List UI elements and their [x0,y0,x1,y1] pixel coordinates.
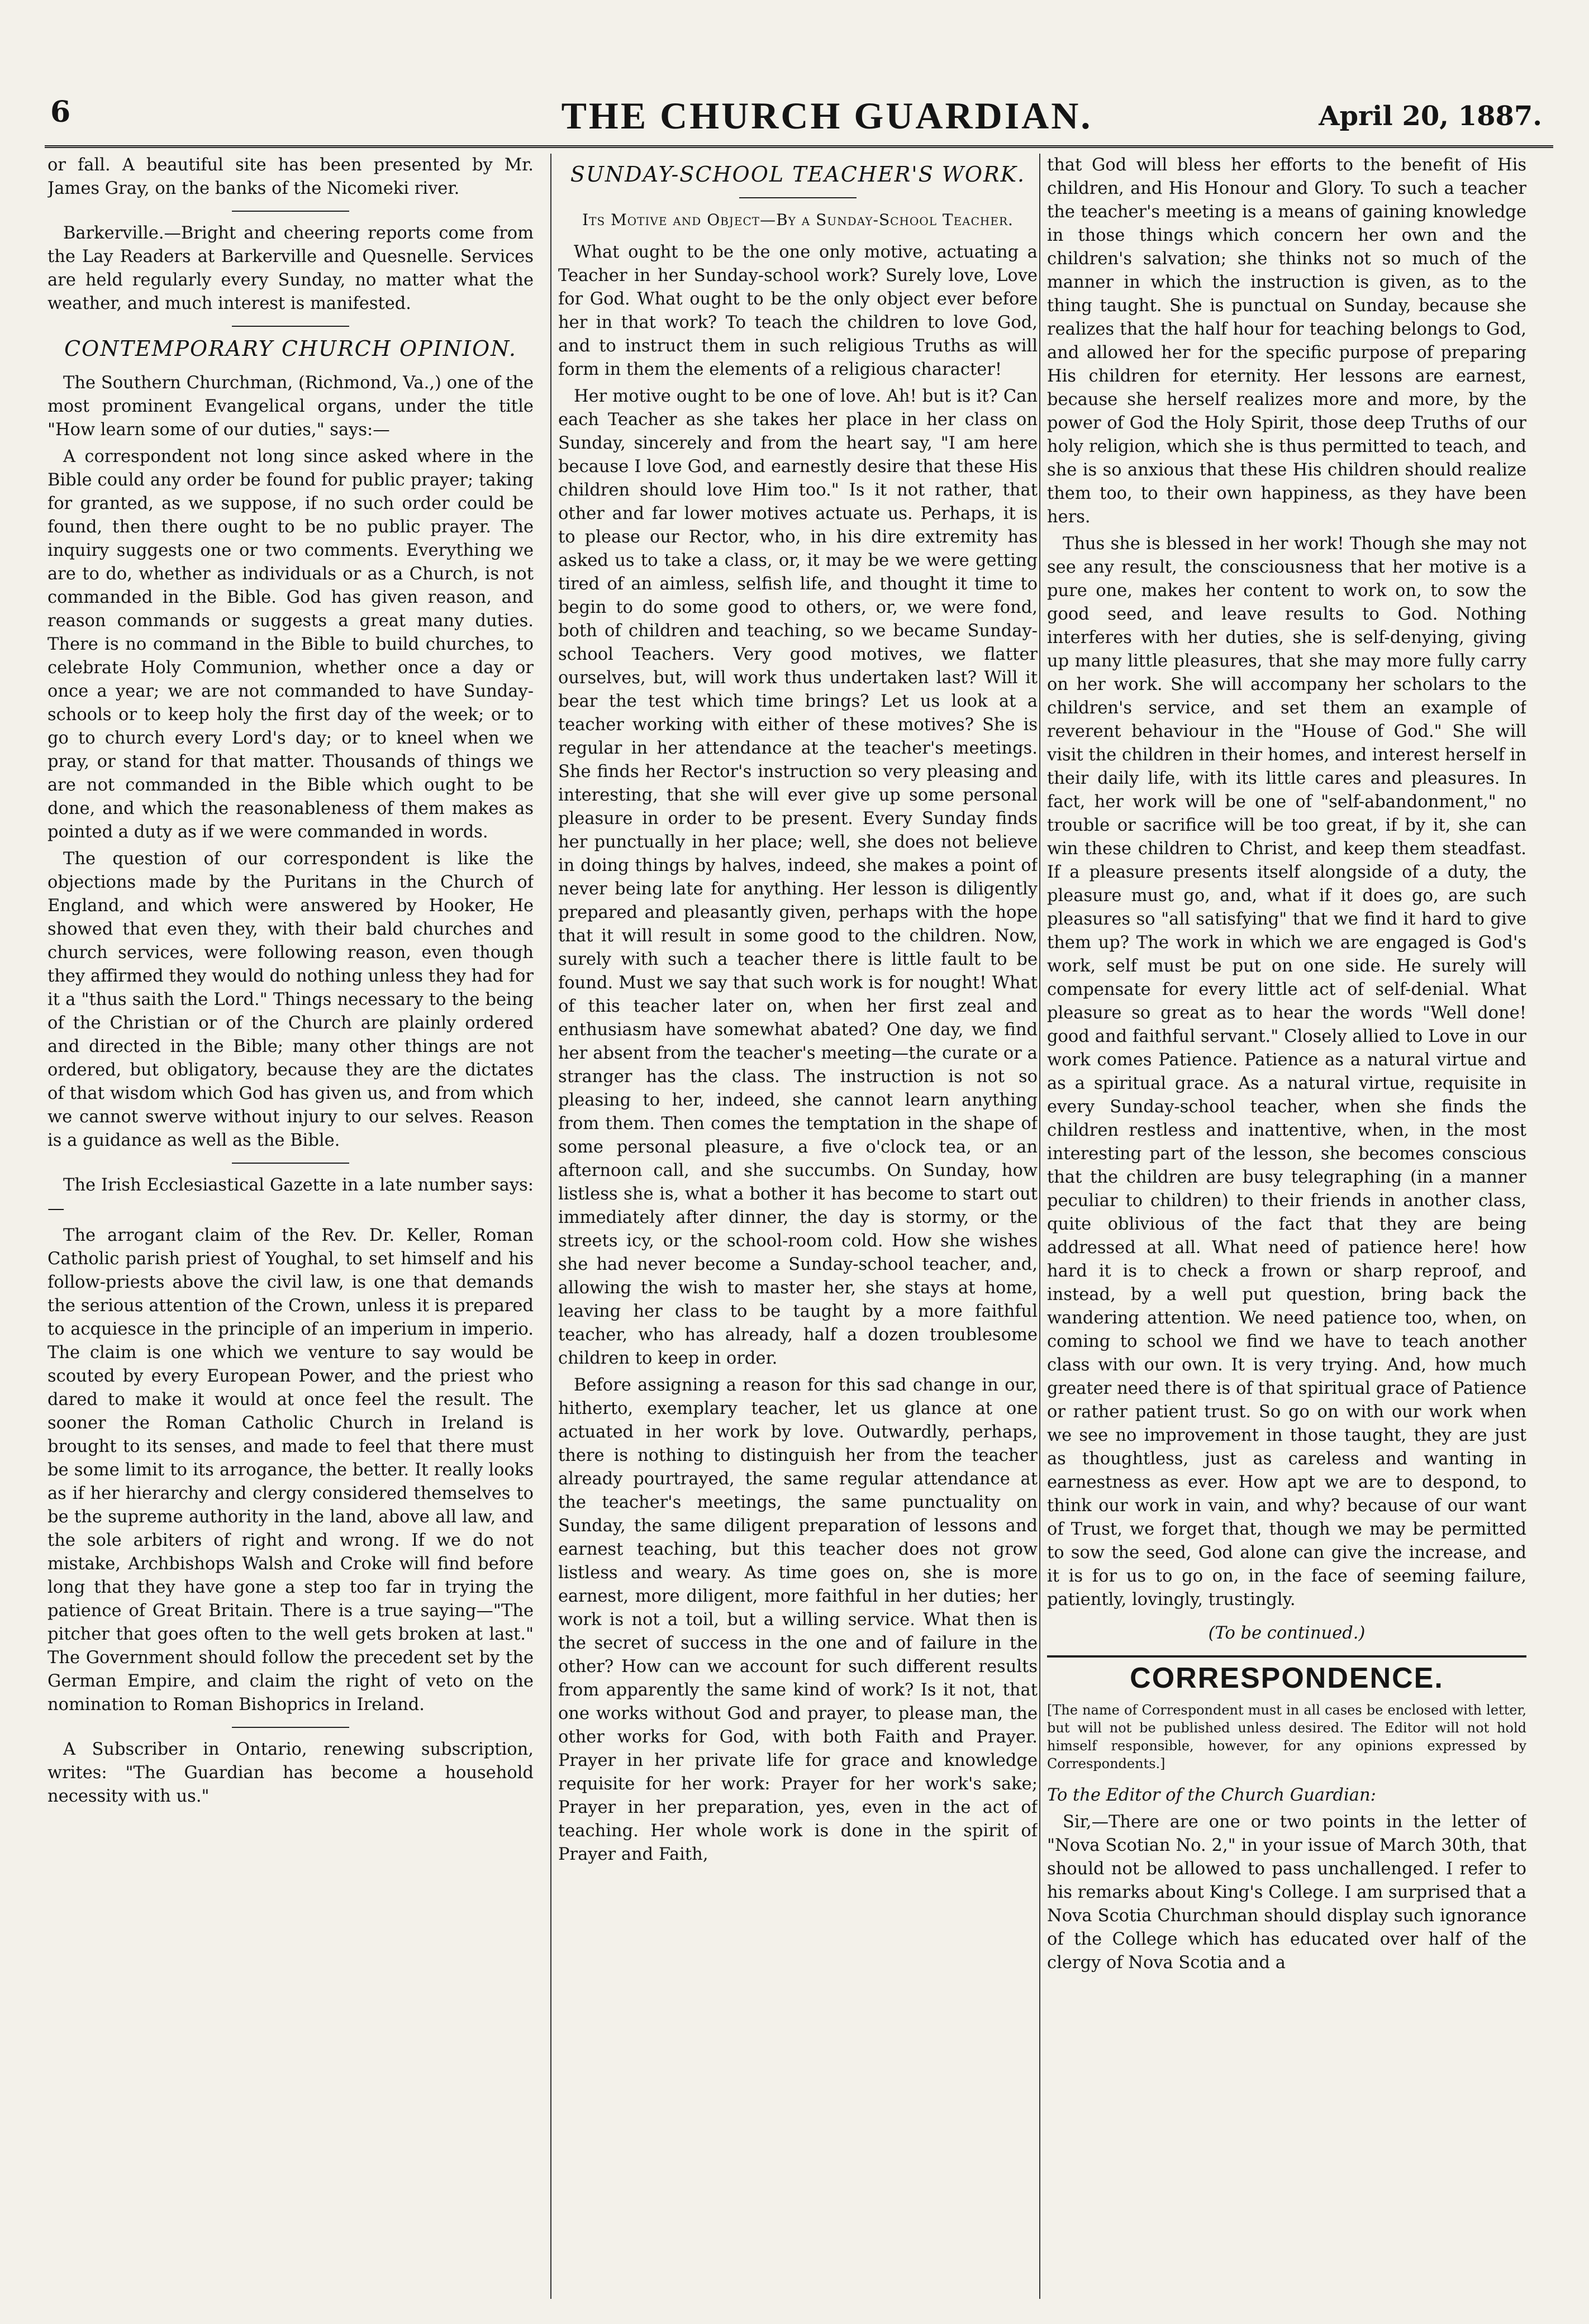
masthead [45,84,1553,148]
column-3 [1039,154,1526,2299]
paragraph: A correspondent not long since asked where in the Bible could any order be found for public prayer; taking for granted, as we suppose, if no such order could be found, then there ought to be no public prayer. The inquiry suggests one or two comments. Everything we are to do, whether as individuals or as a Church, is not commanded in the Bible. God has given reason, and reason commands or suggests a great many duties. There is no command in the Bible to build churches, to celebrate Holy Communion, whether once a day or once a year; we are not commanded to have Sunday-schools or to keep holy the first day of the week; or to go to church every Lord's day; or to kneel when we pray, or stand for that matter. Thousands of things we are not commanded in the Bible which ought to be done, and which the reasonableness of them makes as pointed a duty as if we were commanded in words. [47,447,534,842]
divider [232,1727,349,1728]
divider [232,326,349,327]
page-number: 6 [50,95,71,129]
paragraph: Thus she is blessed in her work! Though she may not see any result, the consciousness that her motive is a pure one, makes her content to work on, to sow the good seed, and leave results to God. Nothing interferes with her duties, she is self-denying, giving up many little pleasures, that she may more fully carry on her work. She will accompany her scholars to the children's service, and set them an example of reverent behaviour in the "House of God." She will visit the children in their homes, and interest herself in their daily life, with its little cares and pleasures. In fact, her work will be one of "self-abandonment," no trouble or sacrifice will be too great, if by it, she can win these children to Christ, and keep them steadfast. If a pleasure presents itself alongside of a duty, the pleasure must go, and, what if it does go, are such pleasures so "all satisfying" that we find it hard to give them up? The work in which we are engaged is God's work, self must be put on one side. He surely will compensate for every little act of self-denial. What pleasure so great as to hear the words "Well done! good and faithful servant." Closely allied to Love in our work comes Patience. Patience as a natural virtue and as a spiritual grace. As a natural virtue, requisite in every Sunday-school teacher, when she finds the children restless and inattentive, when, in the most interesting part of the lesson, she becomes conscious that the children are busy telegraphing (in a manner peculiar to children) to their friends in another class, quite oblivious of the fact that they are being addressed at all. What need of patience here! how hard it is to check a frown or sharp reproof, and instead, by a well put question, bring back the wandering attention. We need patience too, when, on coming to school we find we have to teach another class with our own. It is very trying. And, how much greater need there is of that spiritual grace of Patience or rather patient trust. So go on with our work when we see no improvement in those taught, they are just as thoughtless, just as careless and wanting in earnestness as ever. How apt we are to despond, to think our work in vain, and why? because of our want of Trust, we forget that, though we may be permitted to sow the seed, God alone can give the increase, and it is for us to go on, in the face of seeming failure, patiently, lovingly, trustingly. [1047,534,1526,1609]
paragraph: that God will bless her efforts to the benefit of His children, and His Honour and Glory. To such a teacher the teacher's meeting is a means of gaining knowledge in those things which concern her own and the children's salvation; she thinks not so much of the manner in which the instruction is given, as to the thing taught. She is punctual on Sunday, because she realizes that the half hour for teaching belongs to God, and allowed her for the specific purpose of preparing His children for eternity. Her lessons are earnest, because she herself realizes more and more, by the power of God the Holy Spirit, those deep Truths of our holy religion, which she is thus permitted to teach, and she is so anxious that these His children should realize them too, to their own happiness, as they have been hers. [1047,155,1526,527]
paragraph: Barkerville.—Bright and cheering reports come from the Lay Readers at Barkerville and Quesnelle. Services are held regularly every Sunday, no matter what the weather, and much interest is manifested. [47,223,534,313]
correspondence-heading: CORRESPONDENCE. [1047,1655,1526,1690]
divider [232,211,349,212]
issue-date: April 20, 1887. [1319,101,1542,132]
paragraph: Sir,—There are one or two points in the letter of "Nova Scotian No. 2," in your issue of March 30th, that should not be allowed to pass unchallenged. I refer to his remarks about King's College. I am surprised that a Nova Scotia Churchman should display such ignorance of the College which has educated over half of the clergy of Nova Scotia and a [1047,1812,1526,1973]
column-2 [550,154,1038,2299]
article-heading: SUNDAY-SCHOOL TEACHER'S WORK. [570,162,1026,187]
continued-note: (To be continued.) [1208,1623,1366,1643]
paragraph: The Irish Ecclesiastical Gazette in a late number says:— [47,1175,534,1218]
paragraph: The arrogant claim of the Rev. Dr. Keller, Roman Catholic parish priest of Youghal, to set himself and his follow-priests above the civil law, is one that demands the serious attention of the Crown, unless it is prepared to acquiesce in the principle of an imperium in imperio. The claim is one which we venture to say would be scouted by every European Power, and the priest who dared to make it would at once feel the result. The sooner the Roman Catholic Church in Ireland is brought to its senses, and made to feel that there must be some limit to its arrogance, the better. It really looks as if her hierarchy and clergy considered themselves to be the supreme authority in the land, above all law, and the sole arbiters of right and wrong. If we do not mistake, Archbishops Walsh and Croke will find before long that they have gone a step too far in trying the patience of Great Britain. There is a true saying—"The pitcher that goes often to the well gets broken at last." The Government should follow the precedent set by the German Empire, and claim the right of veto on the nomination to Roman Bishoprics in Ireland. [47,1226,534,1715]
section-heading: CONTEMPORARY CHURCH OPINION. [64,336,517,361]
article-subheading: Its Motive and Object—By a Sunday-School Teacher. [582,211,1014,229]
paragraph: The question of our correspondent is like the objections made by the Puritans in the Church of England, and which were answered by Hooker, He showed that even they, with their bald churches and church services, were following reason, even though they affirmed they would do nothing unless they had for it a "thus saith the Lord." Things necessary to the being of the Christian or of the Church are plainly ordered and directed in the Bible; many other things are not ordered, but obligatory, because they are the dictates of that wisdom which God has given us, and from which we cannot swerve without injury to our selves. Reason is a guidance as well as the Bible. [47,849,534,1150]
paragraph: The Southern Churchman, (Richmond, Va.,) one of the most prominent Evangelical organs, under the title "How learn some of our duties," says:— [47,373,534,440]
correspondence-note: [The name of Correspondent must in all cases be enclosed with letter, but will not be published unless desired. The Editor will not hold himself responsible, however, for any opinions expressed by Correspondents.] [1047,1702,1526,1771]
column-1 [47,154,534,2299]
newspaper-title: THE CHURCH GUARDIAN. [561,94,1093,137]
divider [739,197,857,198]
paragraph: A Subscriber in Ontario, renewing subscription, writes: "The Guardian has become a household necessity with us." [47,1740,534,1806]
letter-salutation: To the Editor of the Church Guardian: [1047,1785,1376,1805]
paragraph: Before assigning a reason for this sad change in our, hitherto, exemplary teacher, let us glance at one actuated in her work by love. Outwardly, perhaps, there is nothing to distinguish her from the teacher already pourtrayed, the same regular attendance at the teacher's meetings, the same punctuality on Sunday, the same diligent preparation of lessons and earnest teaching, but this teacher does not grow listless and weary. As time goes on, she is more earnest, more diligent, more faithful in her duties; her work is not a toil, but a willing service. What then is the secret of success in the one and of failure in the other? How can we account for such different results from apparently the same kind of work? Is it not, that one works without God and prayer, to please man, the other works for God, with both Faith and Prayer. Prayer in her private life for grace and knowledge requisite for her work: Prayer for her work's sake; Prayer in her preparation, yes, even in the act of teaching. Her whole work is done in the spirit of Prayer and Faith, [558,1375,1038,1864]
divider [232,1163,349,1164]
paragraph: What ought to be the one only motive, actuating a Teacher in her Sunday-school work? Surely love, Love for God. What ought to be the only object ever before her in that work? To teach the children to love God, and to instruct them in such religious Truths as will form in them the elements of a religious character! [558,242,1038,379]
paragraph: or fall. A beautiful site has been presented by Mr. James Gray, on the banks of the Nicomeki river. [47,155,534,198]
paragraph: Her motive ought to be one of love. Ah! but is it? Can each Teacher as she takes her place in her class on Sunday, sincerely and from the heart say, "I am here because I love God, and earnestly desire that these His children should love Him too." Is it not rather, that other and far lower motives actuate us. Perhaps, it is to please our Rector, who, in his dire extremity has asked us to take a class, or, it may be we were getting tired of an aimless, selfish life, and thought it time to begin to do some good to others, or, we were fond, both of children and teaching, so we became Sunday-school Teachers. Very good motives, we flatter ourselves, but, will work thus undertaken last? Will it bear the test which time brings? Let us look at a teacher working with either of these motives? She is regular in her attendance at the teacher's meetings. She finds her Rector's instruction so very pleasing and interesting, that she will ever give up some personal pleasure in order to be present. Every Sunday finds her punctually in her place; well, she does not believe in doing things by halves, indeed, she makes a point of never being late for anything. Her lesson is diligently prepared and pleasantly given, perhaps with the hope that it will result in some good to the children. Now, surely with such a teacher there is little fault to be found. Must we say that such work is for nought! What of this teacher later on, when her first zeal and enthusiasm have somewhat abated? One day, we find her absent from the teacher's meeting—the curate or a stranger has the class. The instruction is not so pleasing to her, indeed, she cannot learn anything from them. Then comes the temptation in the shape of some personal pleasure, a five o'clock tea, or an afternoon call, and she succumbs. On Sunday, how listless she is, what a bother it has become to start out immediately after dinner, the day is stormy, or the streets icy, or the school-room cold. How she wishes she had never become a Sunday-school teacher, and, allowing the wish to master her, she stays at home, leaving her class to be taught by a more faithful teacher, who has already, half a dozen troublesome children to keep in order. [558,387,1038,1368]
